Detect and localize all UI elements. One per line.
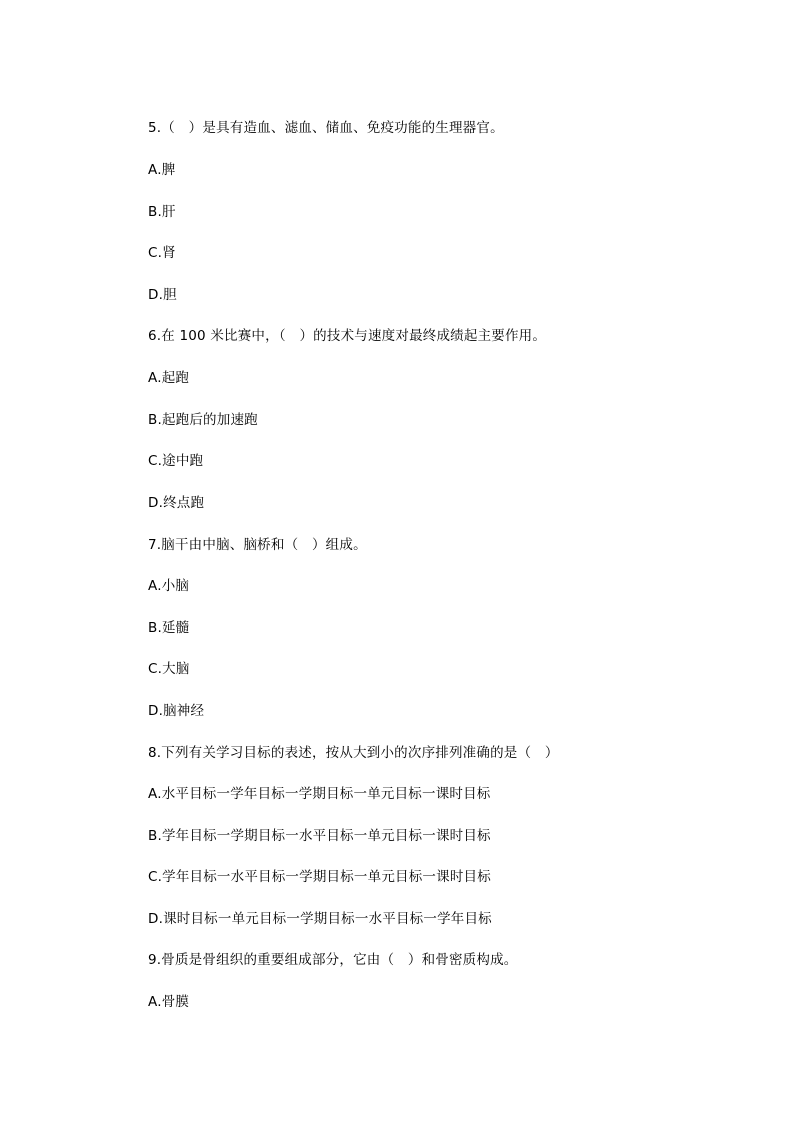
- question-6-option-c: C.途中跑: [148, 453, 204, 469]
- question-7-option-a: A.小脑: [148, 578, 190, 594]
- question-7-option-d: D.脑神经: [148, 703, 205, 719]
- question-8-option-a: A.水平目标一学年目标一学期目标一单元目标一课时目标: [148, 786, 491, 802]
- question-7-stem: 7.脑干由中脑、脑桥和（ ）组成。: [148, 537, 367, 553]
- question-8-option-c: C.学年目标一水平目标一学期目标一单元目标一课时目标: [148, 869, 491, 885]
- question-6-option-a: A.起跑: [148, 370, 190, 386]
- question-5-option-c: C.肾: [148, 245, 176, 261]
- question-8-option-d: D.课时目标一单元目标一学期目标一水平目标一学年目标: [148, 911, 492, 927]
- question-8-option-b: B.学年目标一学期目标一水平目标一单元目标一课时目标: [148, 828, 491, 844]
- question-6-stem: 6.在 100 米比赛中，（ ）的技术与速度对最终成绩起主要作用。: [148, 328, 547, 344]
- question-9-stem: 9.骨质是骨组织的重要组成部分，它由（ ）和骨密质构成。: [148, 952, 518, 968]
- question-6-option-d: D.终点跑: [148, 495, 205, 511]
- question-6-option-b: B.起跑后的加速跑: [148, 412, 258, 428]
- question-8-stem: 8.下列有关学习目标的表述，按从大到小的次序排列准确的是（ ）: [148, 745, 559, 761]
- question-5-option-b: B.肝: [148, 204, 176, 220]
- question-9-option-a: A.骨膜: [148, 994, 190, 1010]
- question-7-option-c: C.大脑: [148, 661, 190, 677]
- question-5-option-d: D.胆: [148, 287, 177, 303]
- question-5-stem: 5.（ ）是具有造血、滤血、储血、免疫功能的生理器官。: [148, 120, 504, 136]
- question-7-option-b: B.延髓: [148, 620, 190, 636]
- question-5-option-a: A.脾: [148, 162, 176, 178]
